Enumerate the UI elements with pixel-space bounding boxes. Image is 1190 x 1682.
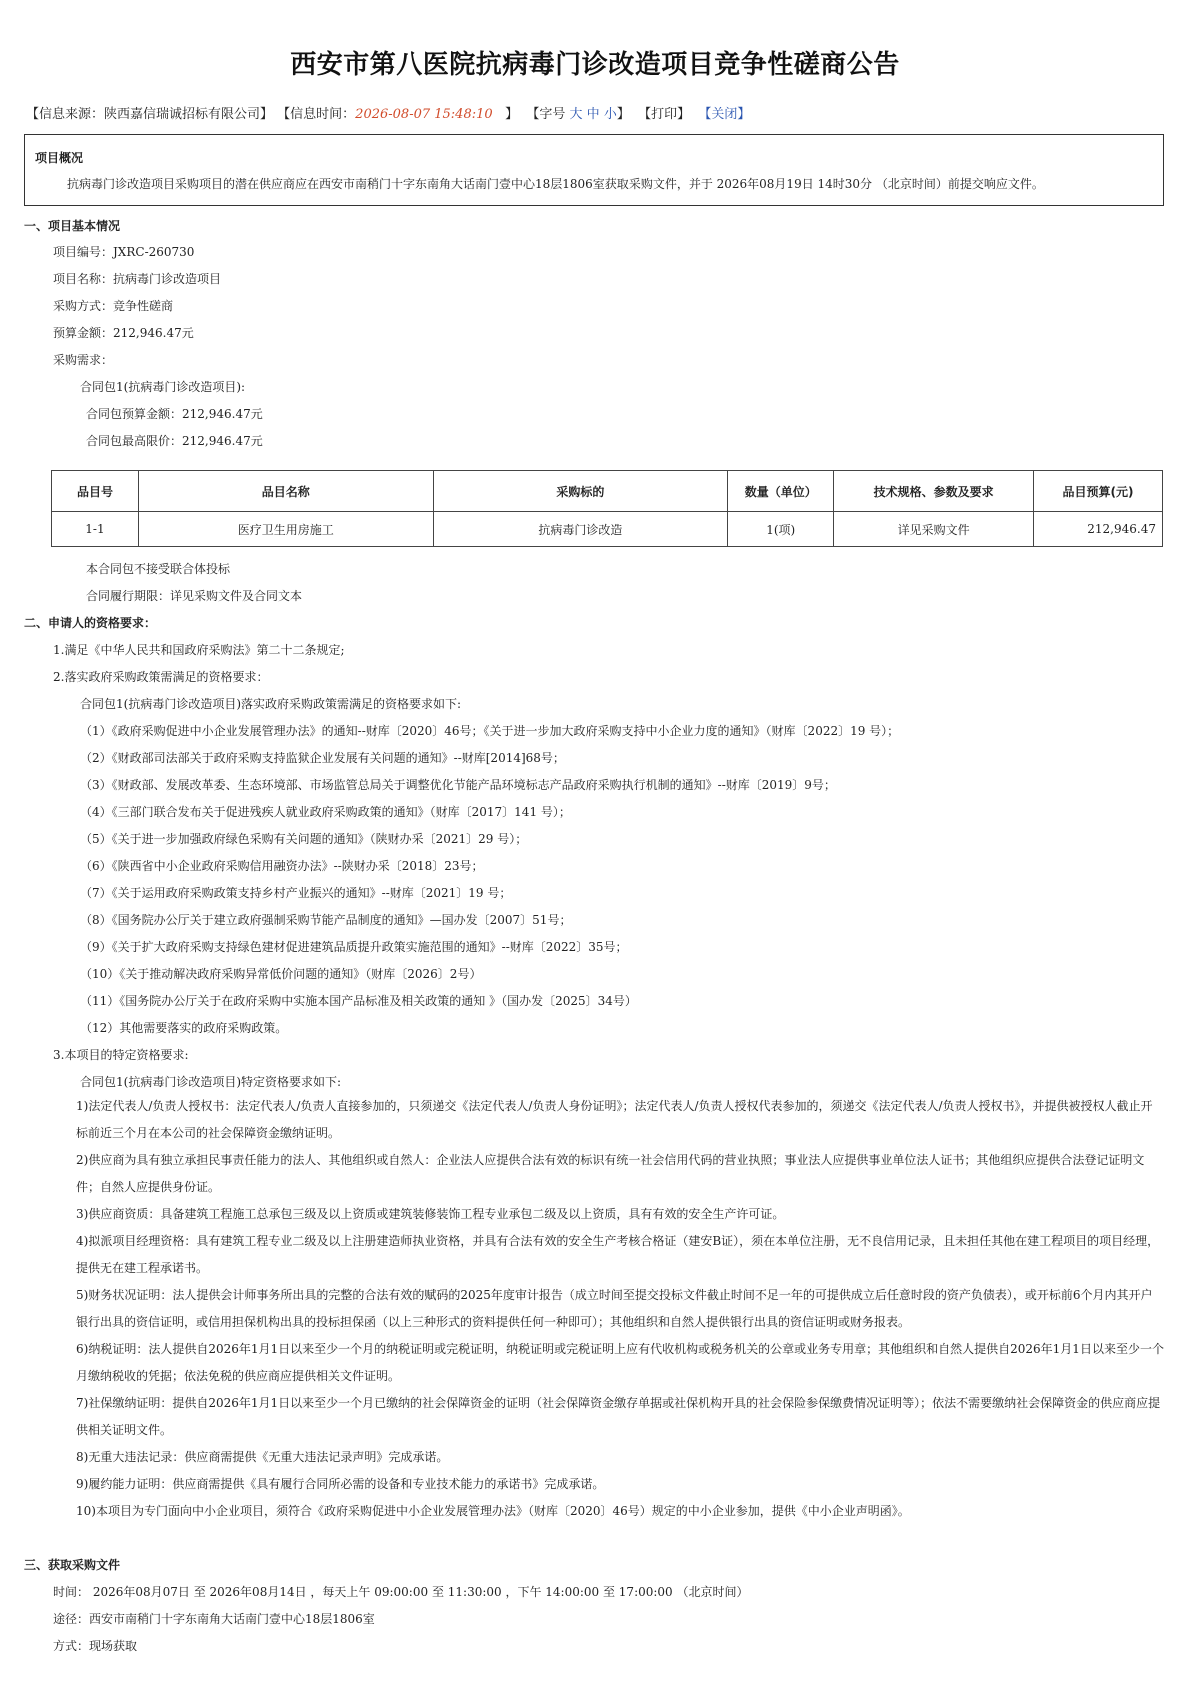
- qualification-item-3-sub: 合同包1(抗病毒门诊改造项目)特定资格要求如下:: [80, 1075, 342, 1089]
- cell-item-name: 医疗卫生用房施工: [138, 512, 433, 547]
- header-quantity: 数量（单位）: [728, 471, 834, 512]
- policy-item: （8）《国务院办公厅关于建立政府强制采购节能产品制度的通知》—国办发〔2007〕51号；: [80, 913, 572, 927]
- info-bar: [26, 103, 750, 122]
- close-link[interactable]: 【关闭】: [698, 107, 751, 122]
- policy-item: （6）《陕西省中小企业政府采购信用融资办法》--陕财办采〔2018〕23号；: [80, 859, 484, 873]
- time-prefix: 】 【信息时间：: [260, 107, 356, 122]
- project-name: 项目名称：抗病毒门诊改造项目: [53, 272, 222, 286]
- cell-spec: 详见采购文件: [834, 512, 1034, 547]
- font-medium-link[interactable]: 中: [586, 107, 600, 122]
- qualification-item-2-sub: 合同包1(抗病毒门诊改造项目)落实政府采购政策需满足的资格要求如下:: [80, 697, 462, 711]
- time-suffix: 】: [505, 107, 519, 122]
- specific-requirement: 4)拟派项目经理资格：具有建筑工程专业二级及以上注册建造师执业资格，并具有合法有效的安全生产考核合格证（建安B证），须在本单位注册，无不良信用记录，且未担任其他在建工程项目的项目经理，提供无在建工程承诺书。: [76, 1234, 1160, 1275]
- cell-quantity: 1(项): [728, 512, 834, 547]
- package-max-price: 合同包最高限价：212,946.47元: [86, 434, 263, 448]
- acquire-way: 方式：现场获取: [53, 1639, 138, 1653]
- policy-item: （3）《财政部、发展改革委、生态环境部、市场监管总局关于调整优化节能产品环境标志产品政府采购执行机制的通知》--财库〔2019〕9号；: [80, 778, 836, 792]
- section3-title: 三、获取采购文件: [24, 1558, 121, 1572]
- policy-item: （10）《关于推动解决政府采购异常低价问题的通知》（财库〔2026〕2号）: [80, 967, 482, 981]
- policy-item: （7）《关于运用政府采购政策支持乡村产业振兴的通知》--财库〔2021〕19 号；: [80, 886, 512, 900]
- info-time: 2026-08-07 15:48:10: [355, 107, 493, 122]
- header-item-no: 品目号: [52, 471, 139, 512]
- policy-item: （2）《财政部司法部关于政府采购支持监狱企业发展有关问题的通知》--财库[2014]68号；: [80, 751, 565, 765]
- policy-item: （1）《政府采购促进中小企业发展管理办法》的通知--财库〔2020〕46号；《关于进一步加大政府采购支持中小企业力度的通知》（财库〔2022〕19 号）；: [80, 724, 900, 738]
- qualification-item-2: 2.落实政府采购政策需满足的资格要求：: [53, 670, 269, 684]
- overview-title: 项目概况: [35, 151, 84, 165]
- specific-requirement: 6)纳税证明：法人提供自2026年1月1日以来至少一个月的纳税证明或完税证明，纳税证明或完税证明上应有代收机构或税务机关的公章或业务专用章；其他组织和自然人提供自2026年1月1日以来至少一个月缴纳税收的凭据；依法免税的供应商应提供相关文件证明。: [76, 1342, 1164, 1383]
- table-row: [52, 512, 1163, 547]
- print-link[interactable]: 【打印】: [638, 107, 691, 122]
- section2-title: 二、申请人的资格要求：: [24, 616, 157, 630]
- font-small-link[interactable]: 小: [603, 107, 617, 122]
- header-spec: 技术规格、参数及要求: [834, 471, 1034, 512]
- purchase-demand: 采购需求：: [53, 353, 114, 367]
- specific-requirement: 1)法定代表人/负责人授权书：法定代表人/负责人直接参加的，只须递交《法定代表人/负责人身份证明》；法定代表人/负责人授权代表参加的，须递交《法定代表人/负责人授权书》，并提供被授权人截止开标前近三个月在本公司的社会保障资金缴纳证明。: [76, 1099, 1153, 1140]
- policy-item: （9）《关于扩大政府采购支持绿色建材促进建筑品质提升政策实施范围的通知》--财库〔2022〕35号；: [80, 940, 628, 954]
- specific-requirement: 8)无重大违法记录：供应商需提供《无重大违法记录声明》完成承诺。: [76, 1450, 449, 1464]
- cell-item-budget: 212,946.47: [1034, 512, 1163, 547]
- qualification-item-1: 1.满足《中华人民共和国政府采购法》第二十二条规定;: [53, 643, 345, 657]
- project-number: 项目编号：JXRC-260730: [53, 245, 195, 259]
- specific-requirement: 9)履约能力证明：供应商需提供《具有履行合同所必需的设备和专业技术能力的承诺书》完成承诺。: [76, 1477, 605, 1491]
- specific-requirement: 10)本项目为专门面向中小企业项目，须符合《政府采购促进中小企业发展管理办法》（财库〔2020〕46号）规定的中小企业参加，提供《中小企业声明函》。: [76, 1504, 910, 1518]
- items-table: [51, 470, 1163, 547]
- policy-item: （11）《国务院办公厅关于在政府采购中实施本国产品标准及相关政策的通知 》（国办发〔2025〕34号）: [80, 994, 637, 1008]
- page-title: 西安市第八医院抗病毒门诊改造项目竞争性磋商公告: [290, 50, 900, 80]
- overview-text: 抗病毒门诊改造项目采购项目的潜在供应商应在西安市南稍门十字东南角大话南门壹中心18层1806室获取采购文件，并于 2026年08月19日 14时30分 （北京时间）前提交响应文件。: [67, 177, 1044, 191]
- specific-requirement: 5)财务状况证明：法人提供会计师事务所出具的完整的合法有效的赋码的2025年度审计报告（成立时间至提交投标文件截止时间不足一年的可提供成立后任意时段的资产负债表），或开标前6个月内其开户银行出具的资信证明，或信用担保机构出具的投标担保函（以上三种形式的资料提供任何一种即可）；其他组织和自然人提供银行出具的资信证明或财务报表。: [76, 1288, 1153, 1329]
- package-title: 合同包1(抗病毒门诊改造项目):: [80, 380, 246, 394]
- cell-item-no: 1-1: [52, 512, 139, 547]
- header-item-budget: 品目预算(元): [1034, 471, 1163, 512]
- specific-requirement: 3)供应商资质：具备建筑工程施工总承包三级及以上资质或建筑装修装饰工程专业承包二级及以上资质，具有有效的安全生产许可证。: [76, 1207, 785, 1221]
- contract-term: 合同履行期限：详见采购文件及合同文本: [86, 589, 303, 603]
- acquire-time: 时间： 2026年08月07日 至 2026年08月14日 ，每天上午 09:00:00 至 11:30:00 ，下午 14:00:00 至 17:00:00 （北京时间）: [53, 1585, 749, 1599]
- no-consortium: 本合同包不接受联合体投标: [86, 562, 231, 576]
- font-size-prefix: 【字号: [526, 107, 566, 122]
- policy-item: （4）《三部门联合发布关于促进残疾人就业政府采购政策的通知》（财库〔2017〕141 号）；: [80, 805, 571, 819]
- info-source: 陕西嘉信瑞诚招标有限公司: [104, 107, 261, 122]
- acquire-place: 途径：西安市南稍门十字东南角大话南门壹中心18层1806室: [53, 1612, 375, 1626]
- table-header-row: [52, 471, 1163, 512]
- header-item-name: 品目名称: [138, 471, 433, 512]
- specific-requirement: 2)供应商为具有独立承担民事责任能力的法人、其他组织或自然人：企业法人应提供合法有效的标识有统一社会信用代码的营业执照；事业法人应提供事业单位法人证书；其他组织应提供合法登记证明文件；自然人应提供身份证。: [76, 1153, 1145, 1194]
- policy-item: （12）其他需要落实的政府采购政策。: [80, 1021, 288, 1035]
- qualification-item-3: 3.本项目的特定资格要求:: [53, 1048, 189, 1062]
- package-budget: 合同包预算金额：212,946.47元: [86, 407, 263, 421]
- cell-subject: 抗病毒门诊改造: [433, 512, 728, 547]
- section1-title: 一、项目基本情况: [24, 219, 121, 233]
- source-prefix: 【信息来源：: [26, 107, 105, 122]
- header-subject: 采购标的: [433, 471, 728, 512]
- specific-requirement: 7)社保缴纳证明：提供自2026年1月1日以来至少一个月已缴纳的社会保障资金的证明（社会保障资金缴存单据或社保机构开具的社会保险参保缴费情况证明等）；依法不需要缴纳社会保障资金的供应商应提供相关证明文件。: [76, 1396, 1161, 1437]
- policy-item: （5）《关于进一步加强政府绿色采购有关问题的通知》（陕财办采〔2021〕29 号）；: [80, 832, 528, 846]
- font-size-suffix: 】: [616, 107, 630, 122]
- font-large-link[interactable]: 大: [569, 107, 583, 122]
- overview-box: [24, 134, 1164, 206]
- purchase-method: 采购方式：竞争性磋商: [53, 299, 174, 313]
- budget-amount: 预算金额：212,946.47元: [53, 326, 194, 340]
